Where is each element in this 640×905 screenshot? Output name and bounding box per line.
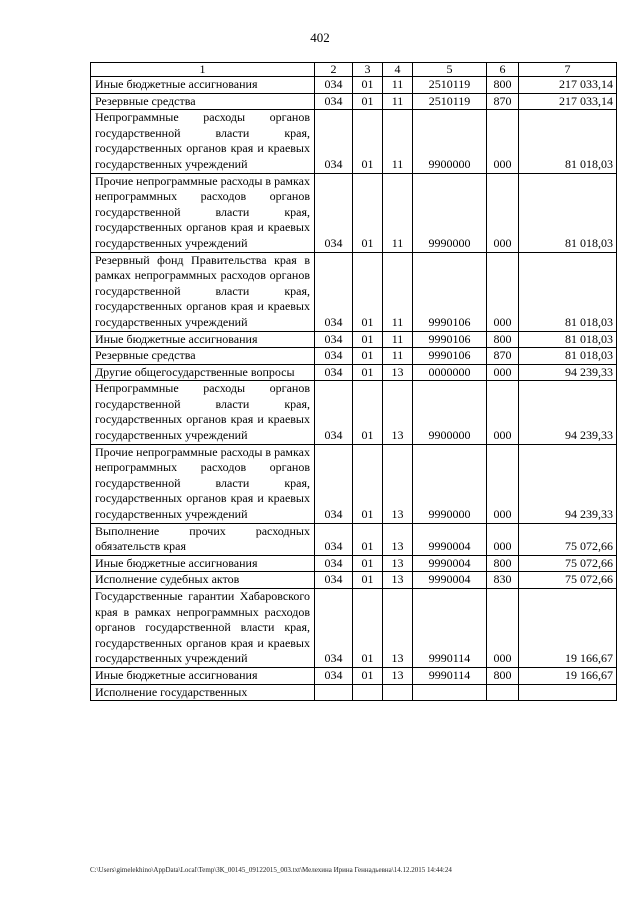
row-value-cell-c3: 01 [353,331,383,348]
row-value-cell-c4: 13 [383,444,413,523]
header-col-2: 2 [315,63,353,77]
table-row [91,523,617,555]
table-row [91,110,617,173]
row-value-cell-c4: 13 [383,589,413,668]
row-value-cell-c7: 217 033,14 [519,77,617,94]
row-value-cell-c2: 034 [315,77,353,94]
row-value-cell-c7: 94 239,33 [519,364,617,381]
row-value-cell-c3: 01 [353,348,383,365]
row-value-cell-c2: 034 [315,110,353,173]
table-row [91,684,617,701]
budget-table [90,62,617,701]
row-value-cell-c4: 13 [383,572,413,589]
row-value-cell-c5: 9990106 [413,348,487,365]
row-name-cell: Прочие непрограммные расходы в рамках непрограммных расходов органов государственной власти края, государственных органов края и краевых государственных учреждений [91,444,315,523]
row-value-cell-c5: 9990114 [413,667,487,684]
row-value-cell-c6: 000 [487,381,519,444]
row-value-cell-c7: 75 072,66 [519,572,617,589]
row-name-cell: Выполнение прочих расходных обязательств края [91,523,315,555]
row-value-cell-c7: 217 033,14 [519,93,617,110]
table-row [91,77,617,94]
header-col-6: 6 [487,63,519,77]
row-value-cell-c4: 11 [383,252,413,331]
row-name-cell: Другие общегосударственные вопросы [91,364,315,381]
row-value-cell-c6: 000 [487,589,519,668]
row-value-cell-c3: 01 [353,110,383,173]
row-value-cell-c4 [383,684,413,701]
row-value-cell-c4: 11 [383,93,413,110]
row-value-cell-c2: 034 [315,523,353,555]
row-name-cell: Исполнение судебных актов [91,572,315,589]
row-value-cell-c4: 13 [383,667,413,684]
table-row [91,572,617,589]
row-value-cell-c2: 034 [315,667,353,684]
row-value-cell-c3: 01 [353,555,383,572]
row-name-cell: Иные бюджетные ассигнования [91,77,315,94]
row-value-cell-c3: 01 [353,364,383,381]
row-name-cell: Иные бюджетные ассигнования [91,667,315,684]
row-value-cell-c4: 11 [383,348,413,365]
row-name-cell: Прочие непрограммные расходы в рамках непрограммных расходов органов государственной власти края, государственных органов края и краевых государственных учреждений [91,173,315,252]
row-value-cell-c7: 75 072,66 [519,555,617,572]
row-value-cell-c2: 034 [315,93,353,110]
row-value-cell-c4: 13 [383,555,413,572]
row-name-cell: Резервный фонд Правительства края в рамках непрограммных расходов органов государственной власти края, государственных органов края и краевых государственных учреждений [91,252,315,331]
row-value-cell-c6: 800 [487,77,519,94]
row-value-cell-c7: 19 166,67 [519,667,617,684]
row-value-cell-c5: 9990000 [413,173,487,252]
row-value-cell-c6: 000 [487,173,519,252]
header-col-4: 4 [383,63,413,77]
row-value-cell-c7 [519,684,617,701]
row-value-cell-c7: 81 018,03 [519,252,617,331]
row-value-cell-c6: 000 [487,252,519,331]
row-value-cell-c3: 01 [353,381,383,444]
row-value-cell-c3: 01 [353,77,383,94]
row-value-cell-c7: 19 166,67 [519,589,617,668]
row-value-cell-c4: 11 [383,331,413,348]
table-row [91,331,617,348]
row-value-cell-c3: 01 [353,589,383,668]
row-name-cell: Непрограммные расходы органов государственной власти края, государственных органов края и краевых государственных учреждений [91,110,315,173]
row-value-cell-c3: 01 [353,173,383,252]
row-value-cell-c6: 800 [487,331,519,348]
row-value-cell-c2: 034 [315,555,353,572]
row-value-cell-c5: 9990106 [413,252,487,331]
row-value-cell-c5: 2510119 [413,93,487,110]
table-row [91,252,617,331]
row-value-cell-c2: 034 [315,572,353,589]
row-value-cell-c6: 800 [487,667,519,684]
row-value-cell-c4: 13 [383,523,413,555]
table-row [91,589,617,668]
row-value-cell-c5: 9990004 [413,555,487,572]
row-value-cell-c5: 9900000 [413,381,487,444]
row-value-cell-c5: 9990004 [413,572,487,589]
row-value-cell-c6: 000 [487,364,519,381]
table-row [91,667,617,684]
row-value-cell-c6: 870 [487,348,519,365]
row-value-cell-c5: 9900000 [413,110,487,173]
header-col-1: 1 [91,63,315,77]
header-col-3: 3 [353,63,383,77]
page-number: 402 [310,30,330,45]
row-value-cell-c7: 75 072,66 [519,523,617,555]
row-value-cell-c6: 000 [487,444,519,523]
row-value-cell-c7: 81 018,03 [519,173,617,252]
row-value-cell-c4: 11 [383,110,413,173]
row-value-cell-c5: 9990106 [413,331,487,348]
row-value-cell-c3: 01 [353,93,383,110]
row-value-cell-c4: 11 [383,173,413,252]
header-col-5: 5 [413,63,487,77]
table-row [91,555,617,572]
row-value-cell-c2: 034 [315,173,353,252]
header-row [91,63,617,77]
table-row [91,348,617,365]
row-name-cell: Государственные гарантии Хабаровского края в рамках непрограммных расходов органов государственной власти края, государственных органов края и краевых государственных учреждений [91,589,315,668]
row-name-cell: Резервные средства [91,348,315,365]
row-value-cell-c2: 034 [315,331,353,348]
row-value-cell-c6 [487,684,519,701]
row-value-cell-c4: 13 [383,381,413,444]
row-value-cell-c3: 01 [353,572,383,589]
row-value-cell-c2 [315,684,353,701]
row-name-cell: Иные бюджетные ассигнования [91,331,315,348]
row-value-cell-c7: 81 018,03 [519,110,617,173]
row-name-cell: Иные бюджетные ассигнования [91,555,315,572]
row-value-cell-c2: 034 [315,364,353,381]
row-value-cell-c5: 9990004 [413,523,487,555]
row-name-cell: Резервные средства [91,93,315,110]
row-value-cell-c5: 0000000 [413,364,487,381]
table-row [91,93,617,110]
row-name-cell: Исполнение государственных [91,684,315,701]
row-value-cell-c5: 2510119 [413,77,487,94]
table-row [91,381,617,444]
row-value-cell-c3: 01 [353,252,383,331]
row-value-cell-c6: 000 [487,523,519,555]
row-value-cell-c5 [413,684,487,701]
row-value-cell-c4: 13 [383,364,413,381]
row-value-cell-c2: 034 [315,252,353,331]
row-value-cell-c6: 800 [487,555,519,572]
row-value-cell-c3: 01 [353,667,383,684]
row-value-cell-c2: 034 [315,444,353,523]
row-value-cell-c3: 01 [353,444,383,523]
row-value-cell-c6: 870 [487,93,519,110]
row-value-cell-c5: 9990000 [413,444,487,523]
row-value-cell-c6: 000 [487,110,519,173]
row-value-cell-c7: 81 018,03 [519,348,617,365]
row-value-cell-c2: 034 [315,381,353,444]
row-name-cell: Непрограммные расходы органов государственной власти края, государственных органов края и краевых государственных учреждений [91,381,315,444]
row-value-cell-c3: 01 [353,523,383,555]
row-value-cell-c7: 81 018,03 [519,331,617,348]
row-value-cell-c7: 94 239,33 [519,444,617,523]
header-col-7: 7 [519,63,617,77]
table-row [91,173,617,252]
footer-file-path: C:\Users\gimelekhino\AppData\Local\Temp\ЗК_00145_09122015_003.txt\Мелехина Ирина Геннадьевна\14.12.2015 14:44:24 [90,866,452,874]
row-value-cell-c6: 830 [487,572,519,589]
row-value-cell-c5: 9990114 [413,589,487,668]
row-value-cell-c7: 94 239,33 [519,381,617,444]
table-row [91,364,617,381]
row-value-cell-c2: 034 [315,589,353,668]
row-value-cell-c3 [353,684,383,701]
row-value-cell-c2: 034 [315,348,353,365]
table-row [91,444,617,523]
row-value-cell-c4: 11 [383,77,413,94]
